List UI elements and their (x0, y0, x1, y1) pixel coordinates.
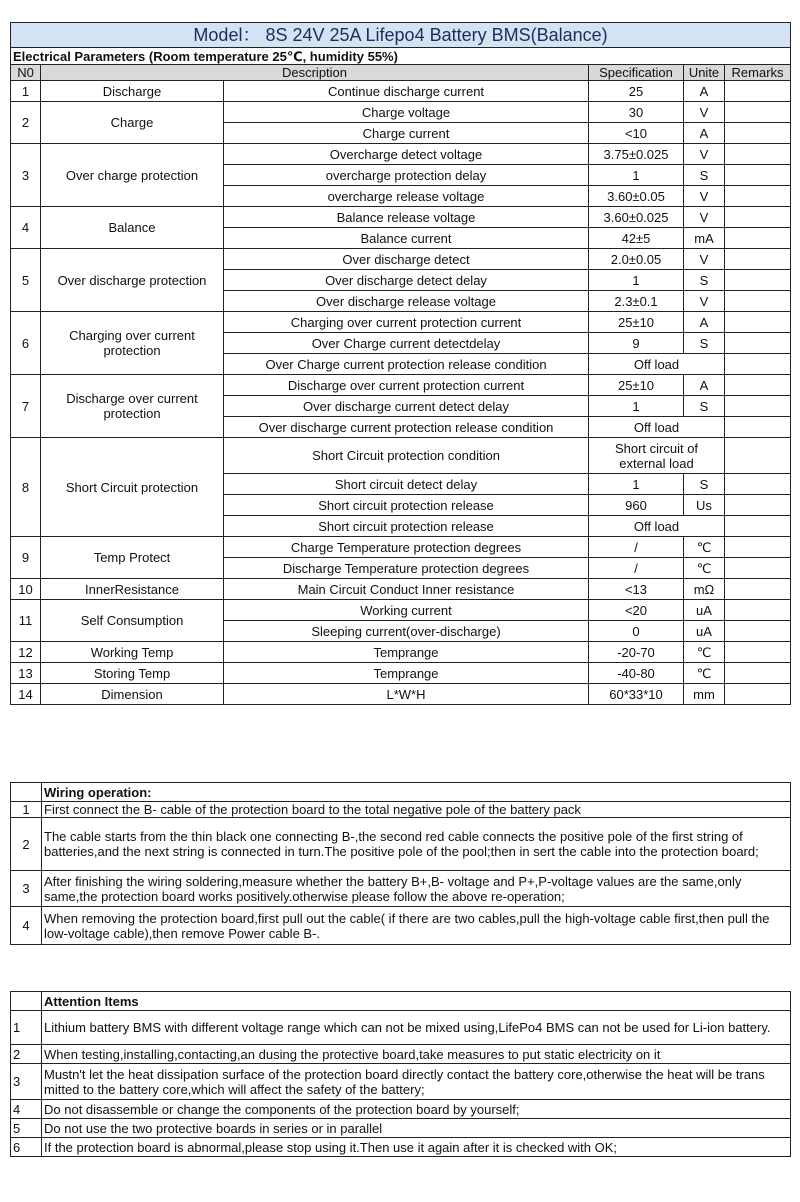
parameter-description: Working current (224, 600, 589, 621)
unit-value: A (684, 375, 725, 396)
row-number: 3 (11, 144, 41, 207)
remarks-value (725, 663, 791, 684)
parameter-description: Discharge over current protection current (224, 375, 589, 396)
item-number: 1 (11, 802, 42, 818)
list-item (11, 907, 791, 945)
item-text: Do not disassemble or change the components of the protection board by yourself; (42, 1100, 791, 1119)
specification-value: 1 (589, 165, 684, 186)
table-row (11, 438, 791, 474)
remarks-value (725, 495, 791, 516)
row-number: 5 (11, 249, 41, 312)
item-text: The cable starts from the thin black one connecting B-,the second red cable connects the positive pole of the first string of batteries,and the next string is connected in turn.The positive pole of the pool;then in sert the cable into the protection board; (42, 818, 791, 871)
row-number: 7 (11, 375, 41, 438)
wiring-corner (11, 783, 42, 802)
specification-value: 2.0±0.05 (589, 249, 684, 270)
parameter-name: Charge (41, 102, 224, 144)
specification-value: 25±10 (589, 312, 684, 333)
item-text: Mustn't let the heat dissipation surface of the protection board directly contact the battery core,otherwise the heat will be trans mitted to the battery core,which will affect the safety of the battery; (42, 1064, 791, 1100)
unit-value: uA (684, 600, 725, 621)
unit-value: mΩ (684, 579, 725, 600)
parameter-description: Continue discharge current (224, 81, 589, 102)
remarks-value (725, 165, 791, 186)
item-text: When testing,installing,contacting,an dusing the protective board,take measures to put static electricity on it (42, 1045, 791, 1064)
list-item (11, 1045, 791, 1064)
table-row (11, 375, 791, 396)
parameter-description: Discharge Temperature protection degrees (224, 558, 589, 579)
unit-value: V (684, 144, 725, 165)
parameter-description: Charge current (224, 123, 589, 144)
remarks-value (725, 579, 791, 600)
remarks-value (725, 684, 791, 705)
unit-value: ℃ (684, 537, 725, 558)
specification-value: Off load (589, 354, 725, 375)
list-item (11, 1119, 791, 1138)
unit-value: V (684, 186, 725, 207)
specification-value: / (589, 537, 684, 558)
table-row (11, 249, 791, 270)
specification-value: <20 (589, 600, 684, 621)
table-row (11, 663, 791, 684)
row-number: 1 (11, 81, 41, 102)
parameter-description: Charging over current protection current (224, 312, 589, 333)
specification-value: -40-80 (589, 663, 684, 684)
unit-value: mm (684, 684, 725, 705)
table-row (11, 81, 791, 102)
table-row (11, 144, 791, 165)
parameter-name: Temp Protect (41, 537, 224, 579)
specification-value: / (589, 558, 684, 579)
item-number: 2 (11, 818, 42, 871)
remarks-value (725, 621, 791, 642)
unit-value: ℃ (684, 558, 725, 579)
unit-value: V (684, 207, 725, 228)
list-item (11, 871, 791, 907)
remarks-value (725, 438, 791, 474)
parameter-name: Discharge (41, 81, 224, 102)
specification-value: 25 (589, 81, 684, 102)
list-item (11, 818, 791, 871)
remarks-value (725, 642, 791, 663)
table-row (11, 537, 791, 558)
specification-value: Short circuit of external load (589, 438, 725, 474)
row-number: 11 (11, 600, 41, 642)
row-number: 13 (11, 663, 41, 684)
parameter-description: overcharge release voltage (224, 186, 589, 207)
remarks-value (725, 375, 791, 396)
parameter-description: overcharge protection delay (224, 165, 589, 186)
table-header-row (11, 65, 791, 81)
specification-value: 42±5 (589, 228, 684, 249)
parameter-name: Charging over current protection (41, 312, 224, 375)
remarks-value (725, 537, 791, 558)
parameter-description: Over discharge detect (224, 249, 589, 270)
table-row (11, 102, 791, 123)
parameter-description: Over discharge detect delay (224, 270, 589, 291)
header-remarks: Remarks (725, 65, 791, 81)
item-text: Lithium battery BMS with different voltage range which can not be mixed using,LifePo4 BMS can not be used for Li-ion battery. (42, 1011, 791, 1045)
item-number: 3 (11, 1064, 42, 1100)
unit-value: S (684, 333, 725, 354)
row-number: 10 (11, 579, 41, 600)
parameter-description: Temprange (224, 663, 589, 684)
remarks-value (725, 396, 791, 417)
parameter-description: Over discharge current detect delay (224, 396, 589, 417)
list-item (11, 1011, 791, 1045)
parameter-name: Over charge protection (41, 144, 224, 207)
table-row (11, 579, 791, 600)
unit-value: S (684, 396, 725, 417)
remarks-value (725, 474, 791, 495)
row-number: 12 (11, 642, 41, 663)
specification-value: 3.60±0.025 (589, 207, 684, 228)
parameter-description: Short Circuit protection condition (224, 438, 589, 474)
item-number: 1 (11, 1011, 42, 1045)
table-row (11, 312, 791, 333)
specification-value: <10 (589, 123, 684, 144)
parameter-description: L*W*H (224, 684, 589, 705)
item-text: After finishing the wiring soldering,measure whether the battery B+,B- voltage and P+,P-voltage values are the same,only same,the protection board works positively.otherwise please follow the above re-operation; (42, 871, 791, 907)
parameter-description: Charge Temperature protection degrees (224, 537, 589, 558)
item-text: First connect the B- cable of the protection board to the total negative pole of the battery pack (42, 802, 791, 818)
remarks-value (725, 516, 791, 537)
parameter-name: Dimension (41, 684, 224, 705)
specification-value: 2.3±0.1 (589, 291, 684, 312)
item-text: If the protection board is abnormal,please stop using it.Then use it again after it is checked with OK; (42, 1138, 791, 1157)
specification-value: 30 (589, 102, 684, 123)
unit-value: V (684, 102, 725, 123)
parameter-name: Balance (41, 207, 224, 249)
specification-value: -20-70 (589, 642, 684, 663)
item-number: 6 (11, 1138, 42, 1157)
item-number: 5 (11, 1119, 42, 1138)
header-no: N0 (11, 65, 41, 81)
row-number: 14 (11, 684, 41, 705)
table-row (11, 642, 791, 663)
parameter-description: Short circuit protection release (224, 516, 589, 537)
remarks-value (725, 102, 791, 123)
parameter-description: Sleeping current(over-discharge) (224, 621, 589, 642)
unit-value: A (684, 123, 725, 144)
remarks-value (725, 186, 791, 207)
unit-value: Us (684, 495, 725, 516)
row-number: 6 (11, 312, 41, 375)
specification-value: 60*33*10 (589, 684, 684, 705)
header-specification: Specification (589, 65, 684, 81)
item-text: Do not use the two protective boards in series or in parallel (42, 1119, 791, 1138)
unit-value: S (684, 165, 725, 186)
item-number: 2 (11, 1045, 42, 1064)
specification-value: 3.60±0.05 (589, 186, 684, 207)
specification-value: <13 (589, 579, 684, 600)
specification-value: 3.75±0.025 (589, 144, 684, 165)
unit-value: ℃ (684, 642, 725, 663)
parameter-description: Balance current (224, 228, 589, 249)
page-title: Model： 8S 24V 25A Lifepo4 Battery BMS(Balance) (11, 23, 791, 48)
parameter-description: Temprange (224, 642, 589, 663)
parameter-description: Over discharge release voltage (224, 291, 589, 312)
table-row (11, 600, 791, 621)
remarks-value (725, 144, 791, 165)
specification-value: 9 (589, 333, 684, 354)
specification-value: Off load (589, 417, 725, 438)
parameter-name: Working Temp (41, 642, 224, 663)
parameter-description: Overcharge detect voltage (224, 144, 589, 165)
remarks-value (725, 600, 791, 621)
attention-title: Attention Items (42, 992, 791, 1011)
item-number: 4 (11, 907, 42, 945)
parameter-description: Main Circuit Conduct Inner resistance (224, 579, 589, 600)
parameter-name: InnerResistance (41, 579, 224, 600)
unit-value: A (684, 312, 725, 333)
parameter-description: Balance release voltage (224, 207, 589, 228)
parameter-name: Over discharge protection (41, 249, 224, 312)
row-number: 2 (11, 102, 41, 144)
remarks-value (725, 417, 791, 438)
specification-value: 25±10 (589, 375, 684, 396)
list-item (11, 1138, 791, 1157)
unit-value: S (684, 474, 725, 495)
remarks-value (725, 123, 791, 144)
header-unite: Unite (684, 65, 725, 81)
unit-value: uA (684, 621, 725, 642)
parameter-description: Short circuit detect delay (224, 474, 589, 495)
section-subtitle: Electrical Parameters (Room temperature 25℃, humidity 55%) (11, 48, 791, 65)
header-description: Description (41, 65, 589, 81)
wiring-title: Wiring operation: (42, 783, 791, 802)
remarks-value (725, 270, 791, 291)
electrical-parameters-table (10, 22, 791, 705)
item-text: When removing the protection board,first pull out the cable( if there are two cables,pull the high-voltage cable first,then pull the low-voltage cable),then remove Power cable B-. (42, 907, 791, 945)
wiring-operation-table (10, 782, 791, 945)
row-number: 9 (11, 537, 41, 579)
list-item (11, 1100, 791, 1119)
remarks-value (725, 291, 791, 312)
remarks-value (725, 228, 791, 249)
table-row (11, 684, 791, 705)
remarks-value (725, 312, 791, 333)
list-item (11, 1064, 791, 1100)
list-item (11, 802, 791, 818)
row-number: 8 (11, 438, 41, 537)
specification-value: 1 (589, 474, 684, 495)
unit-value: A (684, 81, 725, 102)
parameter-description: Charge voltage (224, 102, 589, 123)
parameter-description: Short circuit protection release (224, 495, 589, 516)
specification-value: Off load (589, 516, 725, 537)
remarks-value (725, 249, 791, 270)
parameter-name: Discharge over current protection (41, 375, 224, 438)
parameter-name: Storing Temp (41, 663, 224, 684)
parameter-description: Over Charge current detectdelay (224, 333, 589, 354)
specification-value: 1 (589, 396, 684, 417)
unit-value: mA (684, 228, 725, 249)
remarks-value (725, 558, 791, 579)
unit-value: S (684, 270, 725, 291)
specification-value: 960 (589, 495, 684, 516)
remarks-value (725, 333, 791, 354)
remarks-value (725, 354, 791, 375)
table-row (11, 207, 791, 228)
unit-value: ℃ (684, 663, 725, 684)
parameter-description: Over Charge current protection release condition (224, 354, 589, 375)
specification-value: 1 (589, 270, 684, 291)
remarks-value (725, 81, 791, 102)
parameter-name: Self Consumption (41, 600, 224, 642)
row-number: 4 (11, 207, 41, 249)
specification-value: 0 (589, 621, 684, 642)
item-number: 4 (11, 1100, 42, 1119)
attention-items-table (10, 991, 791, 1157)
parameter-description: Over discharge current protection release condition (224, 417, 589, 438)
attention-corner (11, 992, 42, 1011)
remarks-value (725, 207, 791, 228)
parameter-name: Short Circuit protection (41, 438, 224, 537)
unit-value: V (684, 249, 725, 270)
unit-value: V (684, 291, 725, 312)
item-number: 3 (11, 871, 42, 907)
